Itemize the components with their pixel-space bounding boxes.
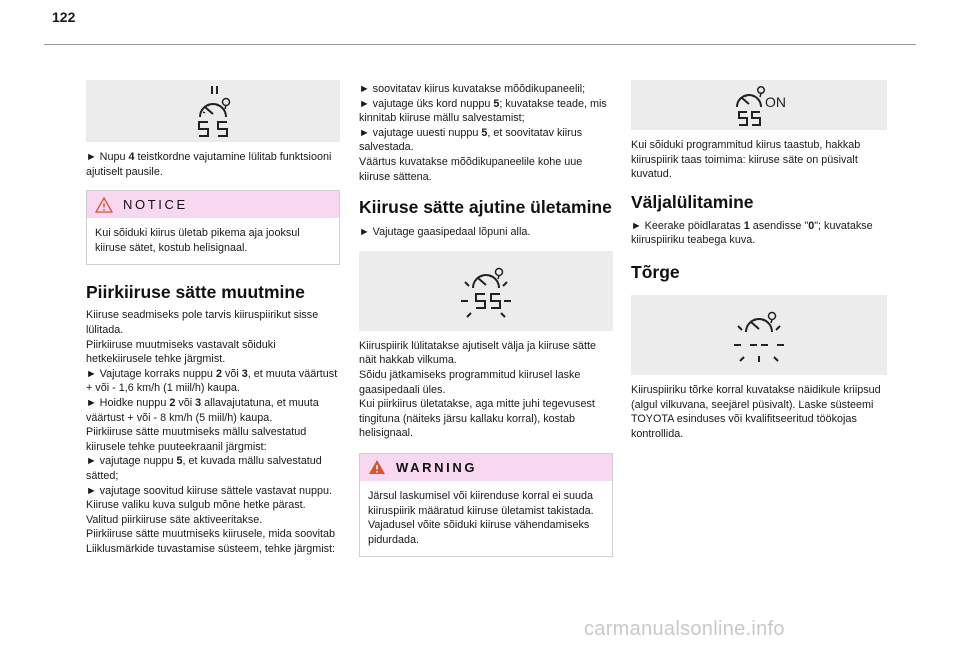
body-line: Piirkiiruse sätte muutmiseks kiirusele, mida soovitab Liiklusmärkide tuvastamise süsteem, tehke järgmist: [86, 528, 336, 555]
warning-line: Järsul laskumisel või kiirenduse korral ei suuda kiiruspiirik määratud kiiruse ületamist takistada. [368, 489, 594, 517]
fault-text: Kiiruspiiriku tõrke korral kuvatakse näidikule kriipsud (algul vilkuvana, seejärel püsivalt). Laske süsteemi TOYOTA esinduses või kvalifitseeritud töökojas kontrollida. [631, 383, 881, 440]
pause-step-text: ► Nupu 4 teistkordne vajutamine lülitab funktsiooni ajutiselt pausile. [86, 151, 332, 178]
limiter-on-illustration [631, 80, 887, 130]
speed-limiter-pause-icon [183, 80, 243, 142]
warning-text [360, 481, 612, 556]
body-line: Väärtus kuvatakse mõõdikupaneelile kohe uue kiiruse sättena. [359, 155, 583, 183]
column-3 [631, 80, 887, 441]
body-line: Piirkiiruse muutmiseks vastavalt sõiduki hetkekiirusele tehke järgmist. [86, 338, 276, 366]
body-line: ► vajutage nuppu 5, et kuvada mällu salvestatud sätted; [86, 455, 322, 482]
warning-header [360, 454, 612, 481]
warning-triangle-icon [368, 459, 386, 475]
body-line: ► vajutage üks kord nuppu 5; kuvatakse teade, mis kinnitab kiiruse mällu salvestamist; [359, 97, 607, 125]
header-divider [44, 44, 916, 45]
section-heading-fault: Tõrge [631, 261, 680, 282]
on-label: ON [765, 94, 786, 110]
speed-limiter-on-icon [714, 80, 804, 130]
limiter-fault-illustration [631, 295, 887, 375]
warning-line: Vajadusel võite sõiduki kiiruse vähendamiseks pidurdada. [368, 519, 590, 546]
body-line: Kiiruspiirik lülitatakse ajutiselt välja ja kiiruse sätte näit hakkab vilkuma. [359, 339, 597, 367]
body-line: ► Vajutage korraks nuppu 2 või 3, et muuta väärtust + või - 1,6 km/h (1 miil/h) kaupa. [86, 367, 338, 395]
body-line: Piirkiiruse sätte muutmiseks mällu salvestatud kiirusele tehke puuteekraanil järgmist: [86, 426, 307, 453]
notice-header [87, 191, 339, 218]
change-limit-body [86, 308, 340, 556]
switch-off-text: ► Keerake pöidlaratas 1 asendisse "0"; kuvatakse kiiruspiiriku teabega kuva. [631, 219, 873, 247]
body-line: Sõidu jätkamiseks programmitud kiirusel laske gaasipedaali üles. [359, 368, 581, 396]
caution-triangle-icon [95, 197, 113, 213]
body-line: ► Hoidke nuppu 2 või 3 allavajutatuna, et muuta väärtust + või - 8 km/h (5 miil/h) kaupa. [86, 396, 319, 424]
column-2 [359, 82, 613, 557]
resume-text: Kui sõiduki programmitud kiirus taastub, hakkab kiiruspiirik taas toimima: kiiruse säte on püsivalt kuvatud. [631, 139, 861, 181]
watermark: carmanualsonline.info [584, 618, 785, 640]
notice-title: NOTICE [123, 197, 188, 213]
notice-box [86, 190, 340, 265]
section-heading-override: Kiiruse sätte ajutine ületamine [359, 197, 612, 218]
body-line: Kiiruse seadmiseks pole tarvis kiiruspiirikut sisse lülitada. [86, 309, 319, 336]
warning-box [359, 453, 613, 557]
warning-title: WARNING [396, 459, 478, 475]
override-step-text: ► Vajutage gaasipedaal lõpuni alla. [359, 226, 531, 239]
column-1 [86, 80, 340, 556]
speed-limiter-flashing-icon [441, 258, 531, 324]
section-heading-switch-off: Väljalülitamine [631, 191, 754, 212]
limiter-paused-illustration [86, 80, 340, 142]
body-line: Valitud piirkiiruse säte aktiveeritakse. [86, 513, 263, 526]
body-line: Kiiruse valiku kuva sulgub mõne hetke pärast. [86, 499, 306, 512]
notice-text: Kui sõiduki kiirus ületab pikema aja jooksul kiiruse sätet, kostub helisignaal. [95, 227, 300, 254]
page-number: 122 [52, 9, 76, 25]
section-heading-change-limit: Piirkiiruse sätte muutmine [86, 282, 305, 303]
body-line: Kui piirkiirus ületatakse, aga mitte juhi tegevusest tingituna (näiteks järsu kallaku korral), kostab helisignaal. [359, 398, 595, 440]
body-line: ► vajutage uuesti nuppu 5, et soovitatav kiirus salvestada. [359, 126, 583, 154]
override-body [359, 339, 613, 441]
body-line: ► soovitatav kiirus kuvatakse mõõdikupaneelil; [359, 83, 586, 95]
limiter-override-illustration [359, 251, 613, 331]
speed-limiter-fault-icon [714, 302, 804, 368]
body-line: ► vajutage soovitud kiiruse sättele vastavat nuppu. [86, 484, 332, 497]
